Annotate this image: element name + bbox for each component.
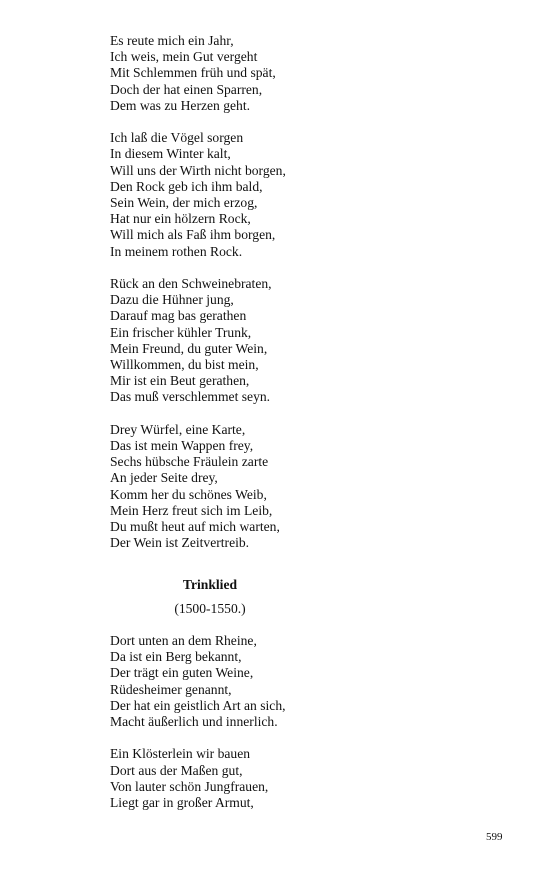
verse-line: Dort unten an dem Rheine, xyxy=(110,633,257,648)
poem-date: (1500-1550.) xyxy=(174,601,246,616)
verse-line: Da ist ein Berg bekannt, xyxy=(110,649,242,665)
stanza xyxy=(110,130,510,260)
verse-line: Mein Freund, du guter Wein, xyxy=(110,340,268,356)
verse-line: Rück an den Schweinebraten, xyxy=(110,276,272,292)
poem-title: Trinklied xyxy=(182,577,238,592)
verse-line: Ein Klösterlein wir bauen xyxy=(110,746,251,762)
verse-line: An jeder Seite drey, xyxy=(110,470,218,486)
verse-line: Der Wein ist Zeitvertreib. xyxy=(110,535,250,551)
stanza-gap xyxy=(110,406,510,422)
stanza-gap xyxy=(110,114,510,130)
verse-line: Der hat ein geistlich Art an sich, xyxy=(110,697,286,713)
verse-line: Will mich als Faß ihm borgen, xyxy=(110,227,276,243)
poem-continuation xyxy=(110,33,510,551)
stanza-gap xyxy=(110,260,510,276)
stanza xyxy=(110,276,510,406)
verse-line: Liegt gar in großer Armut, xyxy=(110,795,254,811)
verse-line: Ich laß die Vögel sorgen xyxy=(110,130,244,146)
verse-line: Sein Wein, der mich erzog, xyxy=(110,195,258,211)
verse-line: In diesem Winter kalt, xyxy=(110,146,231,162)
verse-line: Will uns der Wirth nicht borgen, xyxy=(110,162,286,178)
verse-line: Das muß verschlemmet seyn. xyxy=(110,389,271,405)
verse-line: Mit Schlemmen früh und spät, xyxy=(110,65,276,81)
trinklied-poem xyxy=(110,633,510,811)
verse-line: In meinem rothen Rock. xyxy=(110,243,243,259)
stanza-gap xyxy=(110,730,510,746)
verse-line: Von lauter schön Jungfrauen, xyxy=(110,778,269,794)
verse-line: Dem was zu Herzen geht. xyxy=(110,97,251,113)
stanza xyxy=(110,422,510,552)
verse-line: Sechs hübsche Fräulein zarte xyxy=(110,454,269,470)
verse-line: Rüdesheimer genannt, xyxy=(110,681,232,697)
verse-line: Macht äußerlich und innerlich. xyxy=(110,714,278,730)
verse-line: Hat nur ein hölzern Rock, xyxy=(110,211,251,227)
verse-line: Mir ist ein Beut gerathen, xyxy=(110,373,250,389)
page-number: 599 xyxy=(486,831,503,843)
verse-line: Ich weis, mein Gut vergeht xyxy=(110,49,258,65)
verse-line: Ein frischer kühler Trunk, xyxy=(110,324,252,340)
verse-line: Doch der hat einen Sparren, xyxy=(110,81,263,97)
verse-line: Dort aus der Maßen gut, xyxy=(110,762,243,778)
stanza xyxy=(110,746,510,811)
verse-line: Das ist mein Wappen frey, xyxy=(110,438,254,454)
verse-line: Willkommen, du bist mein, xyxy=(110,357,259,373)
verse-line: Drey Würfel, eine Karte, xyxy=(110,421,246,437)
verse-line: Mein Herz freut sich im Leib, xyxy=(110,502,273,518)
stanza xyxy=(110,633,510,730)
verse-line: Es reute mich ein Jahr, xyxy=(110,33,234,48)
stanza xyxy=(110,33,510,114)
verse-line: Den Rock geb ich ihm bald, xyxy=(110,178,263,194)
verse-line: Dazu die Hühner jung, xyxy=(110,292,234,308)
verse-line: Du mußt heut auf mich warten, xyxy=(110,519,280,535)
verse-line: Darauf mag bas gerathen xyxy=(110,308,247,324)
verse-line: Komm her du schönes Weib, xyxy=(110,486,267,502)
verse-line: Der trägt ein guten Weine, xyxy=(110,665,254,681)
